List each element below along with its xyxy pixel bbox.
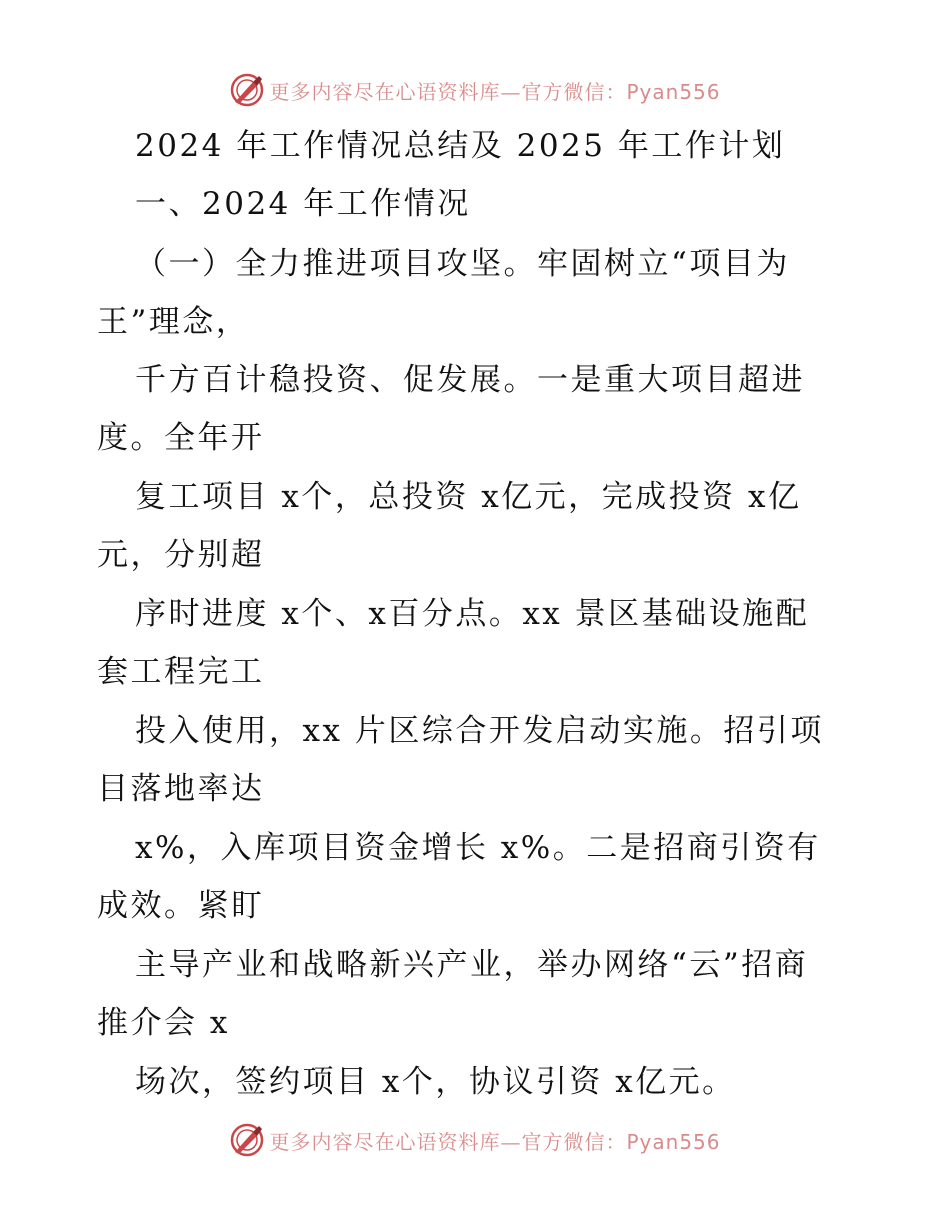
section-heading: 一、2024 年工作情况 <box>135 186 471 222</box>
watermark-text: 更多内容尽在心语资料库—官方微信：Pyan556 <box>269 1129 721 1154</box>
paragraph-line: 成效。紧盯 <box>97 888 265 924</box>
document-title: 2024 年工作情况总结及 2025 年工作计划 <box>135 128 786 164</box>
paragraph-line: 套工程完工 <box>97 654 265 690</box>
paragraph-line: 场次，签约项目 x个，协议引资 x亿元。 <box>135 1064 736 1100</box>
footer-watermark <box>0 1120 950 1160</box>
paragraph-line: （一）全力推进项目攻坚。牢固树立“项目为 <box>135 246 790 282</box>
paragraph-line: 度。全年开 <box>97 420 265 456</box>
header-watermark <box>0 70 950 110</box>
paragraph-line: 元，分别超 <box>97 537 265 573</box>
watermark-text: 更多内容尽在心语资料库—官方微信：Pyan556 <box>269 79 721 104</box>
paragraph-line: 复工项目 x个，总投资 x亿元，完成投资 x亿 <box>135 479 802 515</box>
pen-logo-icon <box>229 72 265 108</box>
paragraph-line: 主导产业和战略新兴产业，举办网络“云”招商 <box>135 947 809 983</box>
paragraph-line: 序时进度 x个、x百分点。xx 景区基础设施配 <box>135 596 810 632</box>
paragraph-line: x%，入库项目资金增长 x%。二是招商引资有 <box>135 830 821 866</box>
paragraph-line: 王”理念， <box>97 304 250 340</box>
pen-logo-icon <box>229 1122 265 1158</box>
paragraph-line: 推介会 x <box>97 1005 230 1041</box>
paragraph-line: 目落地率达 <box>97 771 265 807</box>
paragraph-line: 投入使用，xx 片区综合开发启动实施。招引项 <box>135 713 824 749</box>
paragraph-line: 千方百计稳投资、促发展。一是重大项目超进 <box>135 362 805 398</box>
